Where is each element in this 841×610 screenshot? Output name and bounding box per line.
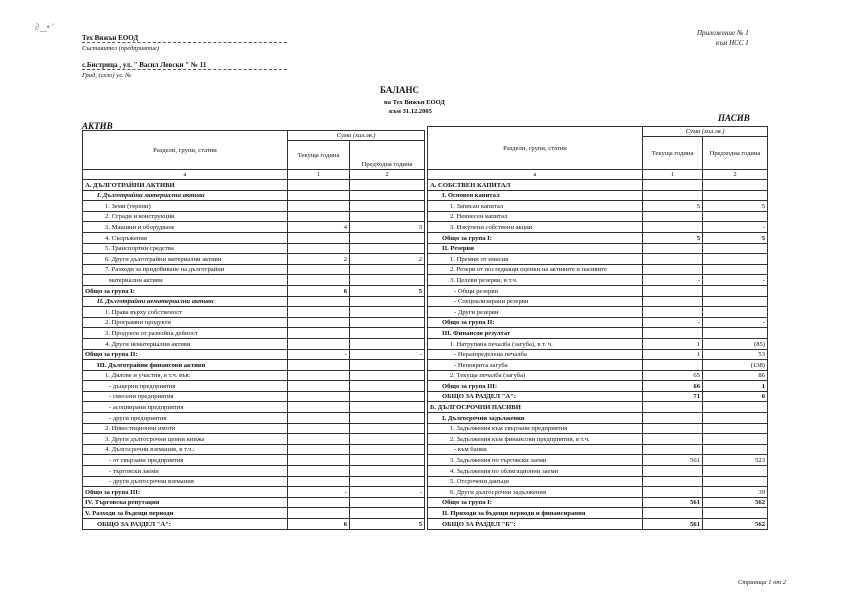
aktiv-idx-1: 1	[288, 170, 350, 180]
pasiv-idx-a: а	[428, 170, 643, 180]
aktiv-idx-2: 2	[350, 170, 425, 180]
pasiv-row	[428, 264, 768, 275]
aktiv-row-current	[288, 296, 350, 307]
pasiv-row-current	[643, 243, 703, 254]
pasiv-row-label: Общо за група I:	[428, 497, 643, 508]
aktiv-row	[83, 444, 425, 455]
pasiv-row-label: I. Дългосрочни задължения	[428, 413, 643, 424]
aktiv-row	[83, 487, 425, 498]
pasiv-row-label: - Общи резерви	[428, 285, 643, 296]
aktiv-row-previous	[350, 180, 425, 191]
aktiv-row-current	[288, 381, 350, 392]
aktiv-row	[83, 360, 425, 371]
document-title: БАЛАНС	[380, 85, 420, 95]
pasiv-row-previous	[703, 285, 768, 296]
aktiv-row	[83, 455, 425, 466]
aktiv-row-label: 1. Земи (терени)	[83, 201, 288, 212]
aktiv-row	[83, 296, 425, 307]
aktiv-row-previous	[350, 201, 425, 212]
pasiv-row	[428, 190, 768, 201]
aktiv-row-current	[288, 402, 350, 413]
aktiv-row-current	[288, 201, 350, 212]
pasiv-row	[428, 317, 768, 328]
pasiv-row-label: 3. Задължения по търговски заеми	[428, 455, 643, 466]
pasiv-row-previous	[703, 508, 768, 519]
aktiv-row	[83, 254, 425, 265]
pasiv-row	[428, 455, 768, 466]
aktiv-row-previous	[350, 455, 425, 466]
aktiv-row-current	[288, 307, 350, 318]
aktiv-row-label: Общо за група II:	[83, 349, 288, 360]
aktiv-table	[82, 130, 425, 530]
aktiv-row-label: - смесени предприятия	[83, 391, 288, 402]
pasiv-row	[428, 338, 768, 349]
pasiv-row	[428, 508, 768, 519]
aktiv-row-current: -	[288, 349, 350, 360]
pasiv-row	[428, 476, 768, 487]
aktiv-col-sum: Сума (хил.лв.)	[288, 131, 425, 141]
aktiv-row	[83, 423, 425, 434]
company-caption: Съставител (предприятие)	[82, 45, 160, 52]
aktiv-row-previous	[350, 402, 425, 413]
pasiv-row-previous	[703, 402, 768, 413]
pasiv-idx-1: 1	[643, 170, 703, 180]
aktiv-row-current	[288, 466, 350, 477]
pasiv-row-previous	[703, 328, 768, 339]
aktiv-row	[83, 413, 425, 424]
aktiv-row-current	[288, 317, 350, 328]
pasiv-row	[428, 519, 768, 530]
pasiv-row-current	[643, 254, 703, 265]
aktiv-row-previous: 2	[350, 254, 425, 265]
pasiv-row-previous	[703, 254, 768, 265]
pasiv-row-current	[643, 296, 703, 307]
company-address: с.Бистрица , ул. " Васил Левски " № 11	[82, 61, 287, 70]
aktiv-row-previous	[350, 466, 425, 477]
aktiv-row-previous	[350, 232, 425, 243]
aktiv-row-label: 3. Машини и оборудване	[83, 222, 288, 233]
aktiv-row-previous	[350, 317, 425, 328]
pasiv-row-previous: 523	[703, 455, 768, 466]
aktiv-row-current	[288, 434, 350, 445]
pasiv-row	[428, 423, 768, 434]
aktiv-row-label: - дъщерни предприятия	[83, 381, 288, 392]
pasiv-row	[428, 402, 768, 413]
aktiv-row-label: - други предприятия	[83, 413, 288, 424]
aktiv-row-previous	[350, 264, 425, 275]
aktiv-row	[83, 466, 425, 477]
pasiv-row-label: 3. Изкупени собствени акции	[428, 222, 643, 233]
aktiv-row-previous	[350, 476, 425, 487]
aktiv-row-current	[288, 190, 350, 201]
aktiv-row-label: - от свързани предприятия	[83, 455, 288, 466]
pasiv-row-label: Б. ДЪЛГОСРОЧНИ ПАСИВИ	[428, 402, 643, 413]
pasiv-row-previous	[703, 296, 768, 307]
aktiv-row	[83, 381, 425, 392]
pasiv-row-label: II. Приходи за бъдещи периоди и финансирания	[428, 508, 643, 519]
pasiv-row	[428, 360, 768, 371]
aktiv-row-previous	[350, 497, 425, 508]
pasiv-row	[428, 232, 768, 243]
address-caption: Град, (село) ул. №	[82, 72, 132, 79]
aktiv-col-sections: Раздели, групи, статии	[83, 131, 288, 170]
pasiv-row-current: -	[643, 275, 703, 286]
aktiv-row-label: - търговски заеми	[83, 466, 288, 477]
pasiv-row-label: Общо за група I:	[428, 232, 643, 243]
appendix-line1: Приложение № 1	[697, 29, 749, 37]
pasiv-row-label: Общо за група II:	[428, 317, 643, 328]
pasiv-col-sections: Раздели, групи, статии	[428, 127, 643, 170]
pasiv-row	[428, 296, 768, 307]
pasiv-row-current: 1	[643, 349, 703, 360]
pasiv-row	[428, 466, 768, 477]
aktiv-row-current	[288, 370, 350, 381]
pasiv-row-current: 66	[643, 381, 703, 392]
pasiv-row-previous: -	[703, 317, 768, 328]
aktiv-row-label: 4. Други нематериални активи	[83, 338, 288, 349]
aktiv-row-current: 6	[288, 285, 350, 296]
aktiv-row	[83, 519, 425, 530]
aktiv-row-previous: 3	[350, 222, 425, 233]
pasiv-row-current	[643, 476, 703, 487]
pasiv-row-label: 1. Премии от емисия	[428, 254, 643, 265]
pasiv-row-label: I. Основен капитал	[428, 190, 643, 201]
aktiv-row-previous	[350, 360, 425, 371]
pasiv-row-previous	[703, 264, 768, 275]
pasiv-row-previous	[703, 211, 768, 222]
aktiv-row	[83, 190, 425, 201]
pasiv-col-current: Текуща година	[643, 137, 703, 170]
pasiv-row-previous	[703, 243, 768, 254]
pasiv-row-current	[643, 423, 703, 434]
aktiv-row-previous	[350, 328, 425, 339]
aktiv-row-current	[288, 232, 350, 243]
aktiv-row-current	[288, 391, 350, 402]
pasiv-row-current	[643, 487, 703, 498]
pasiv-row-previous	[703, 180, 768, 191]
pasiv-row	[428, 275, 768, 286]
pasiv-row	[428, 413, 768, 424]
pasiv-row	[428, 487, 768, 498]
aktiv-row-current	[288, 455, 350, 466]
pasiv-row-current	[643, 264, 703, 275]
aktiv-row-previous	[350, 307, 425, 318]
aktiv-row-current	[288, 180, 350, 191]
pasiv-row-label: 1. Записан капитал	[428, 201, 643, 212]
pasiv-row-current	[643, 180, 703, 191]
pasiv-row-label: 2. Невнесен капитал	[428, 211, 643, 222]
aktiv-row-label: материални активи	[83, 275, 288, 286]
aktiv-row-previous	[350, 243, 425, 254]
pasiv-row-current: 1	[643, 338, 703, 349]
pasiv-row-previous: 5	[703, 201, 768, 212]
aktiv-row-label: Общо за група III:	[83, 487, 288, 498]
aktiv-row-label: 1. Дялове и участия, в т.ч. във:	[83, 370, 288, 381]
pasiv-row	[428, 349, 768, 360]
pasiv-row	[428, 243, 768, 254]
pasiv-table	[427, 126, 768, 530]
pasiv-row-previous: 1	[703, 381, 768, 392]
pasiv-row-label: А. СОБСТВЕН КАПИТАЛ	[428, 180, 643, 191]
aktiv-row-previous	[350, 508, 425, 519]
aktiv-row-current	[288, 508, 350, 519]
aktiv-row-label: 3. Продукти от развойна дейност	[83, 328, 288, 339]
aktiv-row-current	[288, 497, 350, 508]
pasiv-row	[428, 497, 768, 508]
pasiv-row-label: II. Резерви	[428, 243, 643, 254]
pasiv-row-current	[643, 211, 703, 222]
aktiv-row-current	[288, 264, 350, 275]
corner-mark: ∂‿• ′	[35, 22, 55, 32]
pasiv-row	[428, 391, 768, 402]
pasiv-row-label: 3. Целеви резерви, в т.ч.	[428, 275, 643, 286]
pasiv-row-current	[643, 413, 703, 424]
aktiv-row-previous	[350, 296, 425, 307]
aktiv-label: АКТИВ	[82, 121, 113, 131]
aktiv-row-label: ОБЩО ЗА РАЗДЕЛ "А":	[83, 519, 288, 530]
pasiv-row-label: - Специализирани резерви	[428, 296, 643, 307]
pasiv-row-label: 2. Задължения към финансови предприятия, в т.ч.	[428, 434, 643, 445]
aktiv-row-current	[288, 476, 350, 487]
aktiv-row-label: 7. Разходи за придобиване на дълготрайни	[83, 264, 288, 275]
pasiv-idx-2: 2	[703, 170, 768, 180]
aktiv-row-previous	[350, 190, 425, 201]
pasiv-row-label: Общо за група III:	[428, 381, 643, 392]
pasiv-row-current: 561	[643, 497, 703, 508]
pasiv-row-current	[643, 285, 703, 296]
pasiv-row-label: 5. Отсрочени данъци	[428, 476, 643, 487]
aktiv-row	[83, 370, 425, 381]
pasiv-row-previous: 562	[703, 497, 768, 508]
aktiv-row-label: 2. Сгради и конструкции	[83, 211, 288, 222]
pasiv-row	[428, 180, 768, 191]
aktiv-row-previous: 5	[350, 285, 425, 296]
aktiv-row	[83, 402, 425, 413]
pasiv-row-label: 1. Натрупана печалба (загуба), в т. ч.	[428, 338, 643, 349]
pasiv-row-current	[643, 307, 703, 318]
pasiv-label: ПАСИВ	[718, 113, 750, 123]
aktiv-row-label: Общо за група I:	[83, 285, 288, 296]
pasiv-row-previous	[703, 476, 768, 487]
aktiv-row	[83, 328, 425, 339]
pasiv-row-current	[643, 402, 703, 413]
aktiv-row	[83, 317, 425, 328]
aktiv-row-current: 2	[288, 254, 350, 265]
pasiv-row-previous: 86	[703, 370, 768, 381]
aktiv-row-current	[288, 423, 350, 434]
pasiv-row-label: 2. Резерв от последващи оценки на активите и пасивите	[428, 264, 643, 275]
pasiv-row-current	[643, 360, 703, 371]
aktiv-row	[83, 201, 425, 212]
company-name: Тех Вижън ЕООД	[82, 34, 287, 43]
pasiv-row-previous: 39	[703, 487, 768, 498]
pasiv-row-previous	[703, 190, 768, 201]
aktiv-row	[83, 232, 425, 243]
aktiv-col-current: Текуща година	[288, 141, 350, 170]
pasiv-row	[428, 370, 768, 381]
aktiv-row-previous: -	[350, 487, 425, 498]
pasiv-row-previous: 562	[703, 519, 768, 530]
pasiv-row-current	[643, 508, 703, 519]
aktiv-row-label: 2. Програмни продукти	[83, 317, 288, 328]
aktiv-row-current: 6	[288, 519, 350, 530]
pasiv-row-current: 561	[643, 519, 703, 530]
pasiv-row-label: - Непокрита загуба	[428, 360, 643, 371]
pasiv-row-previous: 53	[703, 349, 768, 360]
aktiv-row-previous	[350, 211, 425, 222]
pasiv-row-current: 71	[643, 391, 703, 402]
pasiv-row-previous	[703, 444, 768, 455]
aktiv-row	[83, 243, 425, 254]
pasiv-row-label: 6. Други дългосрочни задължения	[428, 487, 643, 498]
pasiv-row-previous: 5	[703, 232, 768, 243]
pasiv-row	[428, 328, 768, 339]
pasiv-row-previous: -	[703, 222, 768, 233]
pasiv-row-current: 5	[643, 232, 703, 243]
aktiv-row	[83, 180, 425, 191]
aktiv-row-current	[288, 444, 350, 455]
aktiv-row	[83, 349, 425, 360]
aktiv-row	[83, 434, 425, 445]
pasiv-row-current: 65	[643, 370, 703, 381]
aktiv-row-label: 3. Други дългосрочни ценни книжа	[83, 434, 288, 445]
aktiv-row-label: I. Дълготрайни материални активи	[83, 190, 288, 201]
aktiv-row-previous	[350, 423, 425, 434]
aktiv-row	[83, 391, 425, 402]
pasiv-row	[428, 444, 768, 455]
pasiv-row-previous	[703, 423, 768, 434]
pasiv-row	[428, 222, 768, 233]
aktiv-row-label: 4. Дългосрочни вземания, в т.ч.:	[83, 444, 288, 455]
pasiv-row-previous: 6	[703, 391, 768, 402]
aktiv-row-label: - други дългосрочни вземания	[83, 476, 288, 487]
aktiv-row-previous: -	[350, 349, 425, 360]
aktiv-row-label: А. ДЪЛГОТРАЙНИ АКТИВИ	[83, 180, 288, 191]
aktiv-row	[83, 307, 425, 318]
pasiv-row	[428, 434, 768, 445]
pasiv-row	[428, 285, 768, 296]
pasiv-row-label: - Други резерви	[428, 307, 643, 318]
aktiv-row-current	[288, 413, 350, 424]
pasiv-row-previous: (85)	[703, 338, 768, 349]
aktiv-row	[83, 285, 425, 296]
aktiv-row-current	[288, 360, 350, 371]
aktiv-row	[83, 508, 425, 519]
pasiv-row-current: -	[643, 317, 703, 328]
pasiv-row	[428, 254, 768, 265]
aktiv-row-previous	[350, 444, 425, 455]
aktiv-row-label: 5. Транспортни средства	[83, 243, 288, 254]
pasiv-row-label: 2. Текуща печалба (загуба)	[428, 370, 643, 381]
pasiv-row	[428, 381, 768, 392]
aktiv-row-label: 6. Други дълготрайни материални активи	[83, 254, 288, 265]
pasiv-row-current: 561	[643, 455, 703, 466]
aktiv-row-previous	[350, 413, 425, 424]
pasiv-row-current	[643, 190, 703, 201]
aktiv-row-label: IV. Търговска репутация	[83, 497, 288, 508]
document-subtitle: на Тех Вижън ЕООД	[384, 99, 445, 106]
pasiv-row-previous: -	[703, 275, 768, 286]
pasiv-row-previous	[703, 413, 768, 424]
aktiv-row-current	[288, 328, 350, 339]
aktiv-row-previous	[350, 391, 425, 402]
aktiv-col-prev: Предходна година	[350, 141, 425, 170]
pasiv-row-previous: (138)	[703, 360, 768, 371]
pasiv-row-current	[643, 466, 703, 477]
pasiv-row-previous	[703, 434, 768, 445]
pasiv-row-label: ОБЩО ЗА РАЗДЕЛ "Б":	[428, 519, 643, 530]
aktiv-row-previous	[350, 434, 425, 445]
aktiv-row-previous	[350, 338, 425, 349]
aktiv-row-label: III. Дълготрайни финансови активи	[83, 360, 288, 371]
appendix-line2: към НСС 1	[716, 39, 749, 47]
pasiv-row-previous	[703, 307, 768, 318]
aktiv-row	[83, 275, 425, 286]
aktiv-row-current: 4	[288, 222, 350, 233]
aktiv-row-label: II. Дълготрайни нематериални активи	[83, 296, 288, 307]
aktiv-row-label: - асоциирани предприятия	[83, 402, 288, 413]
aktiv-row	[83, 211, 425, 222]
aktiv-row-label: 2. Инвестиционни имоти	[83, 423, 288, 434]
aktiv-row	[83, 264, 425, 275]
pasiv-row-label: III. Финансов резултат	[428, 328, 643, 339]
pasiv-row-current	[643, 444, 703, 455]
aktiv-row-previous	[350, 381, 425, 392]
aktiv-row-current	[288, 338, 350, 349]
aktiv-row-previous: 5	[350, 519, 425, 530]
pasiv-row-current	[643, 328, 703, 339]
pasiv-row-previous	[703, 466, 768, 477]
aktiv-row	[83, 476, 425, 487]
aktiv-row	[83, 222, 425, 233]
pasiv-col-sum: Сума (хил.лв.)	[643, 127, 768, 137]
pasiv-row-label: 4. Задължения по облигационни заеми	[428, 466, 643, 477]
pasiv-col-prev: Предходна година	[703, 137, 768, 170]
pasiv-row-label: - към банки	[428, 444, 643, 455]
pasiv-row-current: 5	[643, 201, 703, 212]
pasiv-row	[428, 307, 768, 318]
aktiv-row-current	[288, 243, 350, 254]
pasiv-row	[428, 201, 768, 212]
aktiv-row-current: -	[288, 487, 350, 498]
aktiv-row-current	[288, 275, 350, 286]
aktiv-row	[83, 338, 425, 349]
document-date: към 31.12.2005	[389, 108, 432, 115]
aktiv-row-label: 1. Права върху собственост	[83, 307, 288, 318]
pasiv-row	[428, 211, 768, 222]
pasiv-row-current	[643, 434, 703, 445]
pasiv-row-label: 1. Задължения към свързани предприятия	[428, 423, 643, 434]
aktiv-idx-a: а	[83, 170, 288, 180]
aktiv-row-previous	[350, 370, 425, 381]
aktiv-row-label: V. Разходи за бъдещи периоди	[83, 508, 288, 519]
aktiv-row-label: 4. Съоръжения	[83, 232, 288, 243]
pasiv-row-label: ОБЩО ЗА РАЗДЕЛ "А":	[428, 391, 643, 402]
page-number: Страница 1 от 2	[738, 579, 786, 586]
aktiv-row-current	[288, 211, 350, 222]
aktiv-row-previous	[350, 275, 425, 286]
pasiv-row-label: - Неразпределена печалба	[428, 349, 643, 360]
aktiv-row	[83, 497, 425, 508]
pasiv-row-current	[643, 222, 703, 233]
